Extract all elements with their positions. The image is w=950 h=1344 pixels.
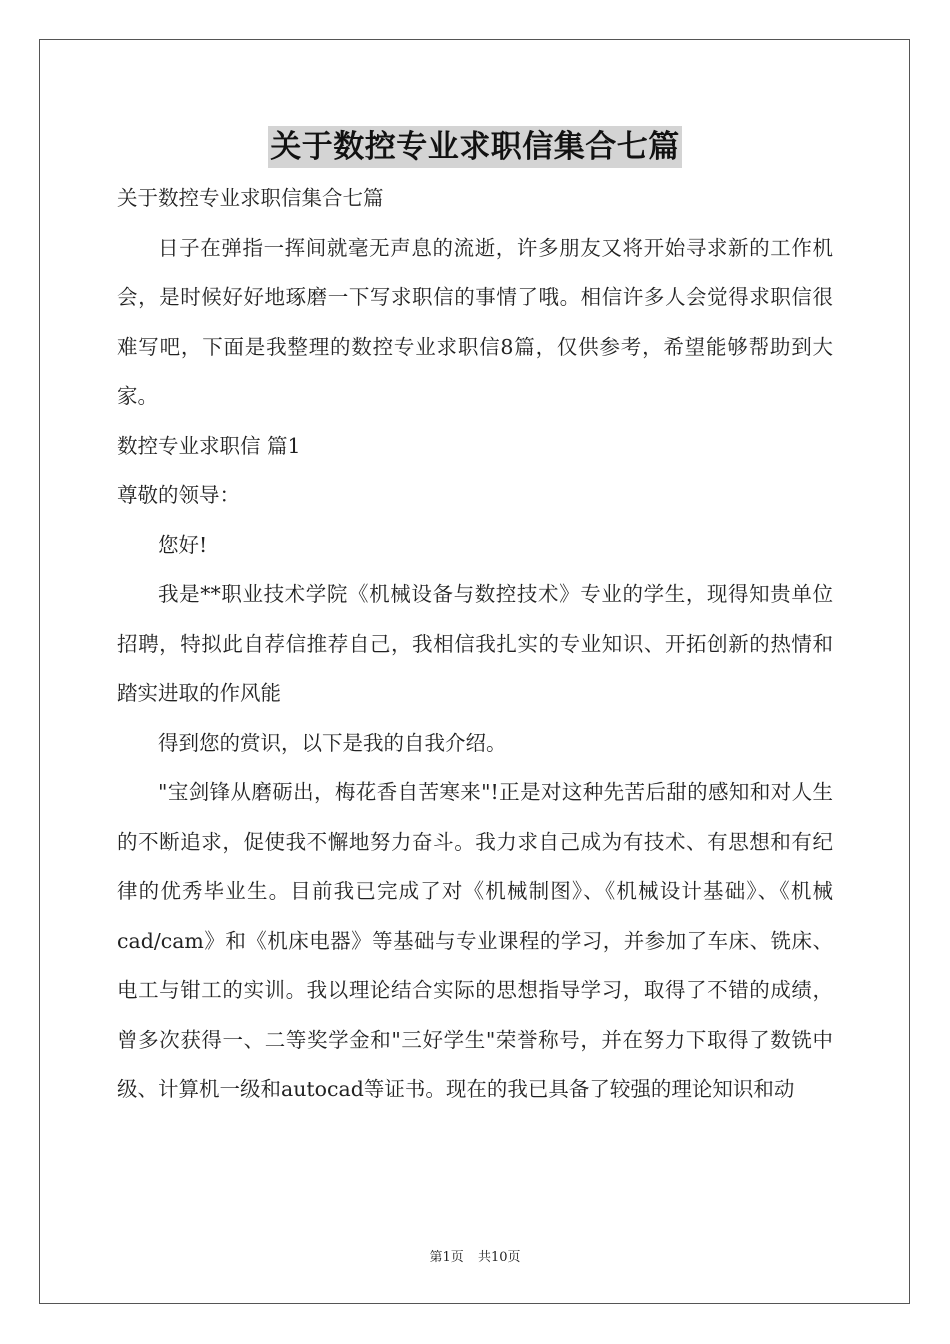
page-total: 共10页 bbox=[477, 1250, 521, 1265]
paragraph: "宝剑锋从磨砺出，梅花香自苦寒来"!正是对这种先苦后甜的感知和对人生的不断追求，促使我不懈地努力奋斗。我力求自己成为有技术、有思想和有纪律的优秀毕业生。目前我已完成了对《机械制图》、《机械设计基础》、《机械cad/cam》和《机床电器》等基础与专业课程的学习，并参加了车床、铣床、电工与钳工的实训。我以理论结合实际的思想指导学习，取得了不错的成绩，曾多次获得一、二等奖学金和"三好学生"荣誉称号，并在努力下取得了数铣中级、计算机一级和autocad等证书。现在的我已具备了较强的理论知识和动 bbox=[117, 780, 833, 1101]
title-container bbox=[0, 126, 950, 168]
section-heading: 数控专业求职信 篇1 bbox=[117, 433, 301, 458]
paragraph: 日子在弹指一挥间就毫无声息的流逝，许多朋友又将开始寻求新的工作机会，是时候好好地琢磨一下写求职信的事情了哦。相信许多人会觉得求职信很难写吧，下面是我整理的数控专业求职信8篇，仅供参考，希望能够帮助到大家。 bbox=[117, 235, 833, 408]
paragraph: 关于数控专业求职信集合七篇 bbox=[117, 186, 384, 210]
salutation: 尊敬的领导： bbox=[117, 483, 240, 507]
paragraph: 我是**职业技术学院《机械设备与数控技术》专业的学生，现得知贵单位招聘，特拟此自荐信推荐自己，我相信我扎实的专业知识、开拓创新的热情和踏实进取的作风能 bbox=[117, 582, 833, 705]
greeting: 您好! bbox=[158, 532, 208, 557]
page-number: 第1页 bbox=[429, 1250, 464, 1265]
document-title: 关于数控专业求职信集合七篇 bbox=[268, 126, 682, 168]
paragraph: 得到您的赏识，以下是我的自我介绍。 bbox=[158, 730, 507, 755]
page-footer bbox=[0, 1246, 950, 1265]
document-body bbox=[117, 174, 833, 1115]
